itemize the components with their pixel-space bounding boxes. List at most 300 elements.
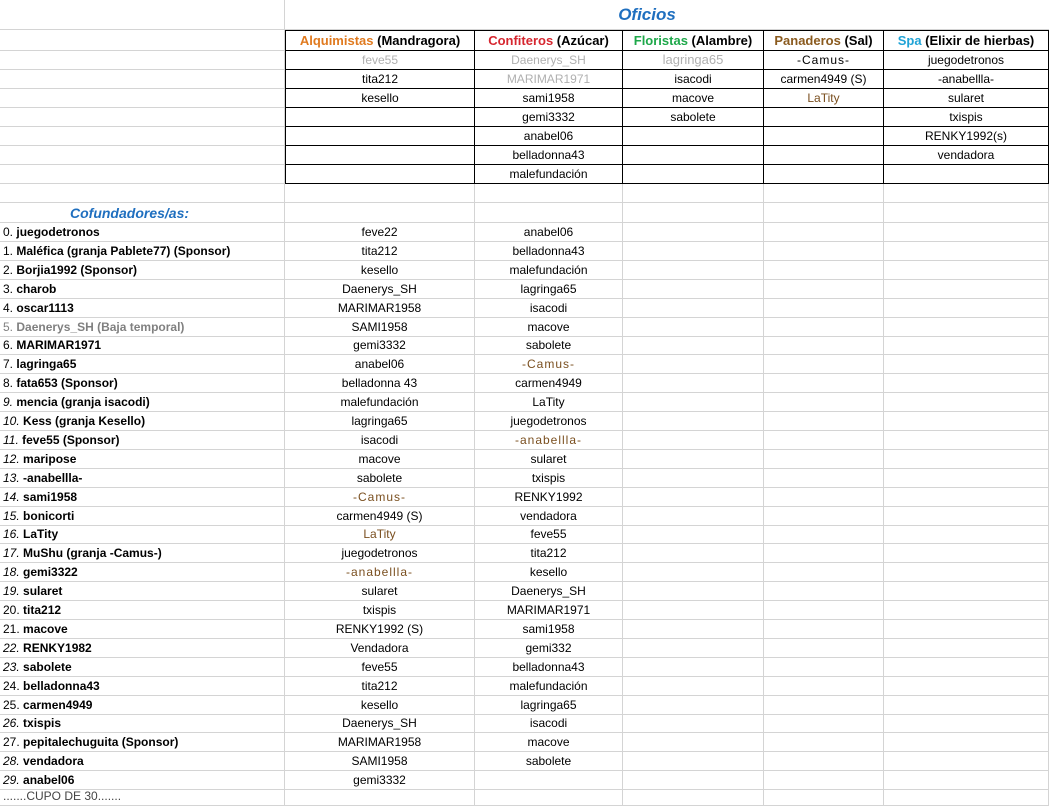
oficios-cell[interactable] [285,108,475,127]
member-number: 27. [3,735,20,750]
confiteros-assignment[interactable]: txispis [475,469,623,488]
cell[interactable] [764,582,884,601]
cell[interactable] [764,525,884,544]
cell[interactable] [884,488,1049,507]
alquimistas-assignment[interactable]: SAMI1958 [285,752,475,771]
cell[interactable] [884,752,1049,771]
confiteros-assignment[interactable]: tita212 [475,544,623,563]
confiteros-assignment[interactable]: malefundación [475,261,623,280]
cell[interactable] [884,525,1049,544]
cell[interactable] [884,787,1049,806]
cell[interactable] [764,714,884,733]
cell[interactable] [884,184,1049,203]
cell[interactable] [285,184,475,203]
member-number: 5. [3,319,14,334]
alquimistas-assignment[interactable]: sabolete [285,469,475,488]
alquimistas-assignment[interactable]: LaTity [285,525,475,544]
cell[interactable] [623,469,764,488]
member-name-cell[interactable] [0,752,285,771]
cell[interactable] [623,677,764,696]
member-name: txispis [23,716,62,731]
cell[interactable] [884,544,1049,563]
member-number: 28. [3,754,20,769]
oficios-cell[interactable]: sami1958 [475,89,623,108]
oficios-cell[interactable]: sularet [884,89,1049,108]
confiteros-assignment[interactable]: belladonna43 [475,658,623,677]
cell[interactable] [884,696,1049,715]
cell[interactable] [623,714,764,733]
oficios-cell[interactable]: tita212 [285,70,475,89]
confiteros-assignment[interactable]: sabolete [475,752,623,771]
member-name: lagringa65 [16,357,77,372]
cell[interactable] [884,639,1049,658]
member-name-cell[interactable] [0,261,285,280]
cell[interactable] [623,696,764,715]
empty-row [0,184,1049,203]
cell[interactable] [623,563,764,582]
cell[interactable] [0,127,285,146]
member-number: 1. [3,243,14,258]
alquimistas-assignment[interactable]: Daenerys_SH [285,714,475,733]
cell[interactable] [764,450,884,469]
cell[interactable] [764,563,884,582]
member-name-cell[interactable] [0,450,285,469]
cell[interactable] [623,787,764,806]
member-name: Daenerys_SH (Baja temporal) [16,319,185,334]
member-row [0,242,1049,261]
oficios-cell[interactable] [623,127,764,146]
oficios-cell[interactable] [285,165,475,184]
cell[interactable] [285,203,475,223]
member-row [0,620,1049,639]
oficios-title[interactable]: Oficios [285,0,1049,30]
oficios-cell[interactable]: carmen4949 (S) [764,70,884,89]
confiteros-assignment[interactable]: lagringa65 [475,696,623,715]
header-suffix: (Alambre) [687,33,753,48]
cell[interactable] [623,752,764,771]
cell[interactable] [764,242,884,261]
oficios-cell[interactable]: txispis [884,108,1049,127]
cell[interactable] [0,30,285,51]
cell[interactable] [764,677,884,696]
member-number: 29. [3,773,20,788]
cell[interactable] [884,563,1049,582]
cell[interactable] [623,336,764,355]
alquimistas-assignment[interactable]: belladonna 43 [285,374,475,393]
cell[interactable] [764,639,884,658]
member-row [0,469,1049,488]
cell[interactable] [623,355,764,374]
cell[interactable] [884,582,1049,601]
cell[interactable] [884,299,1049,318]
member-row [0,544,1049,563]
cell[interactable] [623,412,764,431]
confiteros-assignment[interactable]: -anabellla- [475,431,623,450]
header-floristas[interactable] [623,30,764,51]
cell[interactable] [884,242,1049,261]
member-name: carmen4949 [23,697,93,712]
cell[interactable] [623,658,764,677]
member-name: macove [23,621,68,636]
alquimistas-assignment[interactable]: sularet [285,582,475,601]
alquimistas-assignment[interactable]: isacodi [285,431,475,450]
cell[interactable] [623,431,764,450]
cell[interactable] [475,203,623,223]
cell[interactable] [623,733,764,752]
member-name-cell[interactable] [0,242,285,261]
cell[interactable] [623,374,764,393]
member-name: fata653 (Sponsor) [16,376,118,391]
member-name-cell[interactable] [0,280,285,299]
cupo-label[interactable]: .......CUPO DE 30....... [0,787,285,806]
cell[interactable] [884,280,1049,299]
cell[interactable] [764,336,884,355]
cell[interactable] [764,318,884,337]
alquimistas-assignment[interactable]: gemi3332 [285,771,475,790]
cell[interactable] [0,70,285,89]
oficios-cell[interactable] [884,165,1049,184]
member-name-cell[interactable] [0,563,285,582]
cell[interactable] [0,146,285,165]
cell[interactable] [623,280,764,299]
alquimistas-assignment[interactable]: RENKY1992 (S) [285,620,475,639]
oficios-cell[interactable] [764,108,884,127]
cell[interactable] [884,658,1049,677]
confiteros-assignment[interactable]: -Camus- [475,355,623,374]
confiteros-assignment[interactable]: sularet [475,450,623,469]
cell[interactable] [0,184,285,203]
oficios-cell[interactable]: -Camus- [764,51,884,70]
cell[interactable] [623,450,764,469]
alquimistas-assignment[interactable]: tita212 [285,677,475,696]
alquimistas-assignment[interactable]: MARIMAR1958 [285,299,475,318]
alquimistas-assignment[interactable]: juegodetronos [285,544,475,563]
member-row [0,639,1049,658]
member-row [0,318,1049,337]
member-name: sami1958 [23,489,78,504]
alquimistas-assignment[interactable]: MARIMAR1958 [285,733,475,752]
confiteros-assignment[interactable]: Daenerys_SH [475,582,623,601]
header-panaderos[interactable] [764,30,884,51]
member-name: MARIMAR1971 [16,338,102,353]
cell[interactable] [623,393,764,412]
confiteros-assignment[interactable]: vendadora [475,507,623,526]
member-number: 3. [3,281,14,296]
member-name-cell[interactable] [0,223,285,242]
cell[interactable] [884,450,1049,469]
confiteros-assignment[interactable]: juegodetronos [475,412,623,431]
member-name-cell[interactable] [0,620,285,639]
member-row [0,714,1049,733]
oficios-cell[interactable]: anabel06 [475,127,623,146]
member-name-cell[interactable] [0,355,285,374]
alquimistas-assignment[interactable]: txispis [285,601,475,620]
oficios-cell[interactable]: MARIMAR1971 [475,70,623,89]
member-name: mencia (granja isacodi) [16,395,150,410]
cell[interactable] [623,639,764,658]
oficios-cell[interactable] [285,146,475,165]
cell[interactable] [764,733,884,752]
member-name-cell[interactable] [0,374,285,393]
oficios-cell[interactable]: sabolete [623,108,764,127]
alquimistas-assignment[interactable]: carmen4949 (S) [285,507,475,526]
oficios-cell[interactable]: feve55 [285,51,475,70]
member-number: 11. [3,432,19,447]
member-name-cell[interactable] [0,507,285,526]
cell[interactable] [623,488,764,507]
cell[interactable] [764,355,884,374]
cell[interactable] [475,787,623,806]
member-number: 7. [3,357,14,372]
oficios-cell[interactable] [764,127,884,146]
cell[interactable] [884,355,1049,374]
member-name-cell[interactable] [0,469,285,488]
alquimistas-assignment[interactable]: malefundación [285,393,475,412]
header-prefix: Panaderos [774,33,841,48]
oficios-cell[interactable] [623,146,764,165]
header-alquimistas[interactable] [285,30,475,51]
alquimistas-assignment[interactable]: anabel06 [285,355,475,374]
member-name: -anabellla- [23,470,83,485]
cell[interactable] [884,261,1049,280]
alquimistas-assignment[interactable]: macove [285,450,475,469]
cofundadores-heading[interactable]: Cofundadores/as: [0,203,285,223]
header-prefix: Spa [897,33,922,48]
cell[interactable] [884,203,1049,223]
cell[interactable] [764,620,884,639]
cell[interactable] [884,374,1049,393]
cell[interactable] [623,203,764,223]
oficios-cell[interactable]: vendadora [884,146,1049,165]
cell[interactable] [884,431,1049,450]
oficios-cell[interactable] [623,165,764,184]
alquimistas-assignment[interactable]: -Camus- [285,488,475,507]
cell[interactable] [623,242,764,261]
member-name-cell[interactable] [0,431,285,450]
member-name-cell[interactable] [0,733,285,752]
member-row [0,431,1049,450]
member-number: 14. [3,489,20,504]
cell[interactable] [884,469,1049,488]
cell[interactable] [764,544,884,563]
member-name: charob [16,281,57,296]
confiteros-assignment[interactable]: sami1958 [475,620,623,639]
confiteros-assignment[interactable]: isacodi [475,714,623,733]
oficios-row [0,146,1049,165]
oficios-cell[interactable] [285,127,475,146]
cell[interactable] [623,223,764,242]
cell[interactable] [884,677,1049,696]
cell[interactable] [623,299,764,318]
confiteros-assignment[interactable]: macove [475,318,623,337]
confiteros-assignment[interactable]: RENKY1992 [475,488,623,507]
cell[interactable] [0,0,285,30]
member-name: juegodetronos [16,225,100,239]
member-name-cell[interactable] [0,336,285,355]
confiteros-assignment[interactable]: MARIMAR1971 [475,601,623,620]
cell[interactable] [884,336,1049,355]
cell[interactable] [764,393,884,412]
member-number: 8. [3,376,14,391]
cell[interactable] [623,318,764,337]
cell[interactable] [764,261,884,280]
cell[interactable] [285,787,475,806]
member-name-cell[interactable] [0,393,285,412]
member-row [0,393,1049,412]
oficios-cell[interactable]: lagringa65 [623,51,764,70]
cell[interactable] [884,393,1049,412]
header-spa[interactable] [884,30,1049,51]
member-number: 17. [3,546,20,561]
confiteros-assignment[interactable]: lagringa65 [475,280,623,299]
confiteros-assignment[interactable]: malefundación [475,677,623,696]
cell[interactable] [764,488,884,507]
cell[interactable] [623,525,764,544]
cell[interactable] [764,507,884,526]
member-name-cell[interactable] [0,639,285,658]
header-prefix: Floristas [633,33,688,48]
cell[interactable] [884,601,1049,620]
cell[interactable] [623,582,764,601]
member-name-cell[interactable] [0,299,285,318]
member-number: 4. [3,300,14,315]
cell[interactable] [0,165,285,184]
confiteros-assignment[interactable]: isacodi [475,299,623,318]
member-name-cell[interactable] [0,318,285,337]
confiteros-assignment[interactable]: gemi332 [475,639,623,658]
cell[interactable] [0,51,285,70]
cell[interactable] [884,318,1049,337]
member-name: MuShu (granja -Camus-) [23,546,162,561]
cell[interactable] [884,223,1049,242]
cell[interactable] [623,261,764,280]
cell[interactable] [884,714,1049,733]
alquimistas-assignment[interactable]: Daenerys_SH [285,280,475,299]
cell[interactable] [764,601,884,620]
oficios-cell[interactable]: kesello [285,89,475,108]
cell[interactable] [764,469,884,488]
oficios-cell[interactable]: belladonna43 [475,146,623,165]
member-name-cell[interactable] [0,525,285,544]
oficios-cell[interactable]: RENKY1992(s) [884,127,1049,146]
alquimistas-assignment[interactable]: Vendadora [285,639,475,658]
cell[interactable] [764,299,884,318]
cell[interactable] [764,280,884,299]
header-confiteros[interactable] [475,30,623,51]
confiteros-assignment[interactable]: carmen4949 [475,374,623,393]
alquimistas-assignment[interactable]: feve22 [285,223,475,242]
oficios-row [0,70,1049,89]
member-name-cell[interactable] [0,714,285,733]
oficios-cell[interactable]: LaTity [764,89,884,108]
cell[interactable] [764,184,884,203]
cell[interactable] [764,658,884,677]
confiteros-assignment[interactable]: LaTity [475,393,623,412]
member-name-cell[interactable] [0,601,285,620]
cell[interactable] [764,431,884,450]
cell[interactable] [764,203,884,223]
member-number: 9. [3,395,14,410]
oficios-cell[interactable]: Daenerys_SH [475,51,623,70]
alquimistas-assignment[interactable]: -anabellla- [285,563,475,582]
alquimistas-assignment[interactable]: feve55 [285,658,475,677]
confiteros-assignment[interactable]: belladonna43 [475,242,623,261]
cell[interactable] [764,787,884,806]
alquimistas-assignment[interactable]: tita212 [285,242,475,261]
oficios-cell[interactable] [764,165,884,184]
cell[interactable] [884,412,1049,431]
confiteros-assignment[interactable]: sabolete [475,336,623,355]
alquimistas-assignment[interactable]: gemi3332 [285,336,475,355]
member-number: 19. [3,584,20,599]
cell[interactable] [0,108,285,127]
member-number: 26. [3,716,20,731]
header-prefix: Alquimistas [299,33,374,48]
member-name-cell[interactable] [0,412,285,431]
cell[interactable] [884,507,1049,526]
member-number: 21. [3,621,20,636]
cell[interactable] [623,507,764,526]
oficios-cell[interactable]: -anabellla- [884,70,1049,89]
member-name-cell[interactable] [0,677,285,696]
confiteros-assignment[interactable]: kesello [475,563,623,582]
alquimistas-assignment[interactable]: lagringa65 [285,412,475,431]
cell[interactable] [764,696,884,715]
cell[interactable] [623,544,764,563]
header-suffix: (Elixir de hierbas) [921,33,1035,48]
oficios-row [0,165,1049,184]
alquimistas-assignment[interactable]: kesello [285,696,475,715]
member-name: Kess (granja Kesello) [23,414,146,428]
member-name-cell[interactable] [0,488,285,507]
member-name: gemi3322 [23,565,78,580]
member-row [0,658,1049,677]
member-number: 23. [3,659,20,674]
member-row [0,563,1049,582]
member-name: vendadora [23,754,84,769]
confiteros-assignment[interactable]: feve55 [475,525,623,544]
member-number: 20. [3,603,20,617]
cell[interactable] [623,601,764,620]
oficios-cell[interactable]: macove [623,89,764,108]
cell[interactable] [764,374,884,393]
member-name-cell[interactable] [0,582,285,601]
cell[interactable] [764,752,884,771]
member-name-cell[interactable] [0,658,285,677]
oficios-cell[interactable] [764,146,884,165]
cell[interactable] [884,733,1049,752]
alquimistas-assignment[interactable]: kesello [285,261,475,280]
cell[interactable] [764,223,884,242]
member-row [0,582,1049,601]
cell[interactable] [884,620,1049,639]
alquimistas-assignment[interactable]: SAMI1958 [285,318,475,337]
oficios-row [0,89,1049,108]
cell[interactable] [475,184,623,203]
oficios-cell[interactable]: isacodi [623,70,764,89]
cell[interactable] [0,89,285,108]
cell[interactable] [623,184,764,203]
oficios-cell[interactable]: juegodetronos [884,51,1049,70]
cell[interactable] [764,412,884,431]
member-name-cell[interactable] [0,544,285,563]
confiteros-assignment[interactable]: macove [475,733,623,752]
member-name-cell[interactable] [0,696,285,715]
oficios-cell[interactable]: gemi3332 [475,108,623,127]
cell[interactable] [623,620,764,639]
oficios-cell[interactable]: malefundación [475,165,623,184]
confiteros-assignment[interactable]: anabel06 [475,223,623,242]
